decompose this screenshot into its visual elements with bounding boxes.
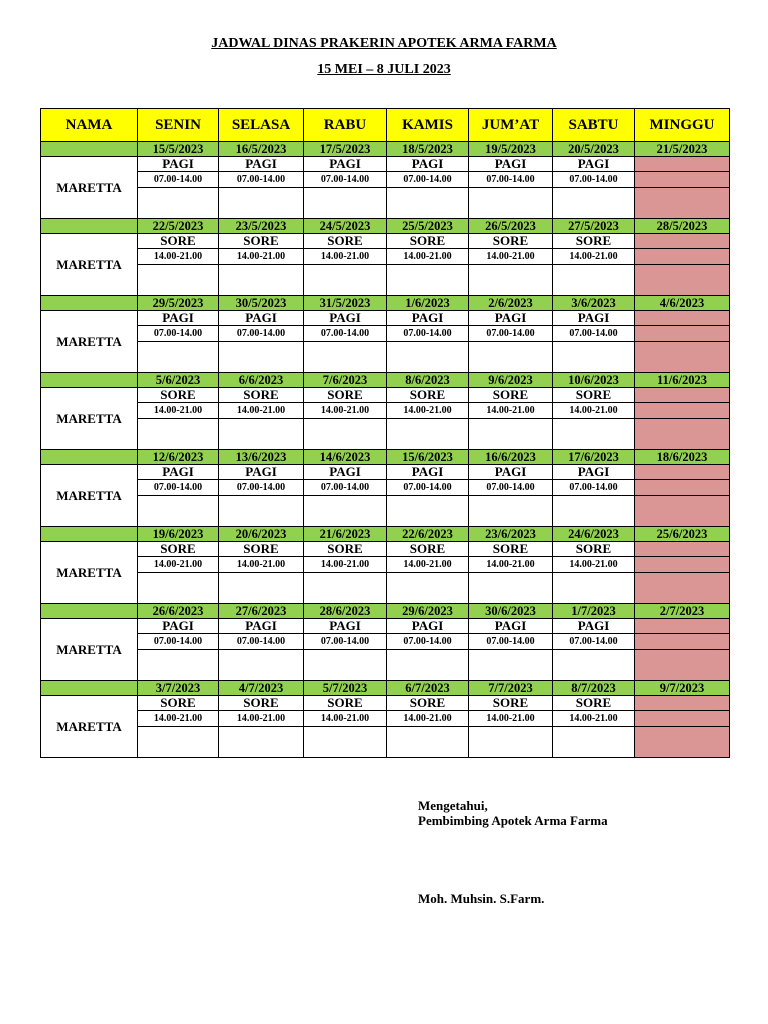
staff-name: MARETTA: [41, 619, 138, 681]
blank-cell: [304, 342, 387, 373]
header-minggu: MINGGU: [635, 109, 730, 142]
shift-row: [41, 619, 730, 634]
time-row: [41, 634, 730, 650]
time-cell: 14.00-21.00: [138, 711, 219, 727]
date-cell: 17/5/2023: [304, 142, 387, 157]
blank-cell: [469, 342, 553, 373]
shift-cell: SORE: [138, 696, 219, 711]
shift-cell: PAGI: [387, 157, 469, 172]
time-cell: 07.00-14.00: [219, 634, 304, 650]
time-row: [41, 480, 730, 496]
shift-cell: PAGI: [469, 311, 553, 326]
time-cell: 14.00-21.00: [304, 249, 387, 265]
staff-name: MARETTA: [41, 234, 138, 296]
shift-cell: SORE: [138, 388, 219, 403]
sunday-off-cell: [635, 342, 730, 373]
shift-cell: SORE: [553, 388, 635, 403]
time-cell: 14.00-21.00: [219, 403, 304, 419]
time-cell: 07.00-14.00: [304, 326, 387, 342]
sunday-off-cell: [635, 265, 730, 296]
blank-cell: [387, 650, 469, 681]
blank-cell: [304, 265, 387, 296]
shift-cell: PAGI: [138, 465, 219, 480]
shift-cell: SORE: [387, 542, 469, 557]
time-row: [41, 172, 730, 188]
time-cell: 14.00-21.00: [219, 249, 304, 265]
date-cell: 23/6/2023: [469, 527, 553, 542]
shift-cell: PAGI: [304, 311, 387, 326]
shift-row: [41, 465, 730, 480]
header-kamis: KAMIS: [387, 109, 469, 142]
date-row: [41, 527, 730, 542]
date-cell: 12/6/2023: [138, 450, 219, 465]
blank-cell: [219, 650, 304, 681]
time-cell: 07.00-14.00: [219, 326, 304, 342]
blank-cell: [219, 342, 304, 373]
date-cell: 4/6/2023: [635, 296, 730, 311]
date-cell: 9/6/2023: [469, 373, 553, 388]
blank-cell: [553, 573, 635, 604]
sunday-off-cell: [635, 172, 730, 188]
date-cell: 2/6/2023: [469, 296, 553, 311]
date-row-corner: [41, 527, 138, 542]
blank-cell: [553, 650, 635, 681]
sunday-off-cell: [635, 634, 730, 650]
blank-cell: [387, 265, 469, 296]
shift-cell: PAGI: [304, 465, 387, 480]
shift-cell: PAGI: [304, 619, 387, 634]
shift-cell: PAGI: [553, 465, 635, 480]
signature-acknowledged: Mengetahui,: [418, 798, 488, 813]
time-cell: 14.00-21.00: [553, 403, 635, 419]
date-cell: 3/7/2023: [138, 681, 219, 696]
blank-row: [41, 265, 730, 296]
shift-cell: SORE: [219, 234, 304, 249]
shift-cell: PAGI: [469, 465, 553, 480]
time-cell: 07.00-14.00: [553, 326, 635, 342]
sunday-off-cell: [635, 619, 730, 634]
shift-cell: PAGI: [219, 157, 304, 172]
date-cell: 28/5/2023: [635, 219, 730, 234]
staff-name: MARETTA: [41, 696, 138, 758]
blank-cell: [138, 419, 219, 450]
shift-cell: PAGI: [304, 157, 387, 172]
shift-cell: PAGI: [553, 311, 635, 326]
date-cell: 16/5/2023: [219, 142, 304, 157]
time-cell: 07.00-14.00: [553, 634, 635, 650]
date-cell: 21/5/2023: [635, 142, 730, 157]
date-cell: 19/5/2023: [469, 142, 553, 157]
date-cell: 7/7/2023: [469, 681, 553, 696]
blank-row: [41, 188, 730, 219]
date-cell: 24/6/2023: [553, 527, 635, 542]
shift-cell: PAGI: [138, 311, 219, 326]
time-cell: 14.00-21.00: [304, 557, 387, 573]
shift-cell: SORE: [138, 234, 219, 249]
shift-cell: SORE: [469, 234, 553, 249]
date-cell: 22/6/2023: [387, 527, 469, 542]
sunday-off-cell: [635, 696, 730, 711]
date-cell: 25/5/2023: [387, 219, 469, 234]
header-nama: NAMA: [41, 109, 138, 142]
header-sabtu: SABTU: [553, 109, 635, 142]
date-cell: 13/6/2023: [219, 450, 304, 465]
header-row: [41, 109, 730, 142]
time-cell: 14.00-21.00: [469, 403, 553, 419]
time-cell: 14.00-21.00: [138, 403, 219, 419]
shift-row: [41, 311, 730, 326]
blank-cell: [387, 573, 469, 604]
shift-cell: SORE: [387, 696, 469, 711]
date-cell: 5/6/2023: [138, 373, 219, 388]
signature-role: Pembimbing Apotek Arma Farma: [418, 813, 608, 828]
time-cell: 14.00-21.00: [387, 711, 469, 727]
shift-cell: SORE: [553, 542, 635, 557]
time-cell: 07.00-14.00: [138, 634, 219, 650]
staff-name: MARETTA: [41, 311, 138, 373]
blank-cell: [469, 496, 553, 527]
date-cell: 17/6/2023: [553, 450, 635, 465]
blank-cell: [138, 188, 219, 219]
staff-name: MARETTA: [41, 157, 138, 219]
shift-cell: PAGI: [387, 465, 469, 480]
date-cell: 6/6/2023: [219, 373, 304, 388]
sunday-off-cell: [635, 403, 730, 419]
time-cell: 14.00-21.00: [304, 403, 387, 419]
date-cell: 7/6/2023: [304, 373, 387, 388]
header-jumat: JUM’AT: [469, 109, 553, 142]
time-cell: 07.00-14.00: [138, 172, 219, 188]
time-cell: 07.00-14.00: [138, 326, 219, 342]
date-cell: 3/6/2023: [553, 296, 635, 311]
shift-cell: PAGI: [219, 311, 304, 326]
shift-cell: PAGI: [219, 465, 304, 480]
blank-cell: [553, 419, 635, 450]
blank-cell: [304, 188, 387, 219]
time-cell: 07.00-14.00: [304, 480, 387, 496]
date-row-corner: [41, 296, 138, 311]
date-row-corner: [41, 681, 138, 696]
shift-cell: PAGI: [219, 619, 304, 634]
shift-cell: SORE: [304, 542, 387, 557]
date-cell: 14/6/2023: [304, 450, 387, 465]
blank-cell: [138, 573, 219, 604]
date-cell: 1/7/2023: [553, 604, 635, 619]
time-cell: 14.00-21.00: [387, 403, 469, 419]
blank-cell: [469, 573, 553, 604]
shift-row: [41, 542, 730, 557]
time-cell: 14.00-21.00: [138, 249, 219, 265]
time-cell: 14.00-21.00: [553, 249, 635, 265]
sunday-off-cell: [635, 419, 730, 450]
date-cell: 20/6/2023: [219, 527, 304, 542]
time-cell: 07.00-14.00: [469, 326, 553, 342]
time-cell: 14.00-21.00: [469, 249, 553, 265]
blank-cell: [219, 188, 304, 219]
date-cell: 29/6/2023: [387, 604, 469, 619]
date-cell: 15/5/2023: [138, 142, 219, 157]
shift-cell: PAGI: [138, 157, 219, 172]
date-cell: 19/6/2023: [138, 527, 219, 542]
blank-cell: [138, 496, 219, 527]
date-cell: 26/5/2023: [469, 219, 553, 234]
shift-cell: SORE: [138, 542, 219, 557]
shift-cell: SORE: [219, 388, 304, 403]
sunday-off-cell: [635, 727, 730, 758]
blank-cell: [219, 419, 304, 450]
time-cell: 07.00-14.00: [387, 172, 469, 188]
blank-cell: [469, 727, 553, 758]
sunday-off-cell: [635, 465, 730, 480]
shift-cell: PAGI: [469, 619, 553, 634]
date-cell: 30/6/2023: [469, 604, 553, 619]
blank-cell: [304, 573, 387, 604]
time-cell: 14.00-21.00: [219, 711, 304, 727]
time-cell: 14.00-21.00: [469, 557, 553, 573]
time-cell: 07.00-14.00: [553, 480, 635, 496]
shift-cell: SORE: [304, 696, 387, 711]
time-cell: 07.00-14.00: [304, 172, 387, 188]
sunday-off-cell: [635, 557, 730, 573]
date-cell: 24/5/2023: [304, 219, 387, 234]
blank-cell: [219, 265, 304, 296]
shift-cell: SORE: [304, 234, 387, 249]
sunday-off-cell: [635, 157, 730, 172]
sunday-off-cell: [635, 234, 730, 249]
date-cell: 18/6/2023: [635, 450, 730, 465]
blank-cell: [469, 265, 553, 296]
shift-cell: SORE: [469, 388, 553, 403]
date-row: [41, 373, 730, 388]
blank-cell: [138, 342, 219, 373]
date-row: [41, 450, 730, 465]
shift-cell: SORE: [304, 388, 387, 403]
sunday-off-cell: [635, 480, 730, 496]
date-cell: 30/5/2023: [219, 296, 304, 311]
shift-cell: PAGI: [387, 311, 469, 326]
blank-cell: [469, 650, 553, 681]
date-row: [41, 142, 730, 157]
time-cell: 07.00-14.00: [304, 634, 387, 650]
staff-name: MARETTA: [41, 542, 138, 604]
date-cell: 26/6/2023: [138, 604, 219, 619]
shift-cell: PAGI: [387, 619, 469, 634]
time-cell: 07.00-14.00: [553, 172, 635, 188]
blank-cell: [138, 265, 219, 296]
sunday-off-cell: [635, 711, 730, 727]
blank-cell: [219, 496, 304, 527]
date-cell: 10/6/2023: [553, 373, 635, 388]
date-row: [41, 219, 730, 234]
shift-cell: SORE: [387, 388, 469, 403]
date-cell: 6/7/2023: [387, 681, 469, 696]
time-cell: 07.00-14.00: [469, 634, 553, 650]
date-cell: 15/6/2023: [387, 450, 469, 465]
blank-cell: [219, 573, 304, 604]
header-rabu: RABU: [304, 109, 387, 142]
time-cell: 14.00-21.00: [304, 711, 387, 727]
time-cell: 14.00-21.00: [219, 557, 304, 573]
time-cell: 07.00-14.00: [387, 634, 469, 650]
shift-cell: PAGI: [553, 619, 635, 634]
date-cell: 4/7/2023: [219, 681, 304, 696]
time-cell: 14.00-21.00: [553, 711, 635, 727]
blank-row: [41, 727, 730, 758]
date-row: [41, 604, 730, 619]
time-cell: 14.00-21.00: [387, 249, 469, 265]
sunday-off-cell: [635, 496, 730, 527]
sunday-off-cell: [635, 388, 730, 403]
date-cell: 29/5/2023: [138, 296, 219, 311]
blank-cell: [387, 188, 469, 219]
time-row: [41, 326, 730, 342]
staff-name: MARETTA: [41, 465, 138, 527]
date-cell: 8/6/2023: [387, 373, 469, 388]
document-title: JADWAL DINAS PRAKERIN APOTEK ARMA FARMA: [211, 36, 557, 51]
blank-cell: [387, 727, 469, 758]
time-cell: 07.00-14.00: [219, 172, 304, 188]
time-row: [41, 403, 730, 419]
shift-cell: PAGI: [469, 157, 553, 172]
blank-cell: [553, 727, 635, 758]
shift-row: [41, 388, 730, 403]
header-senin: SENIN: [138, 109, 219, 142]
time-cell: 14.00-21.00: [469, 711, 553, 727]
schedule-table: [40, 108, 730, 758]
date-cell: 23/5/2023: [219, 219, 304, 234]
time-cell: 07.00-14.00: [469, 480, 553, 496]
blank-cell: [304, 419, 387, 450]
date-row-corner: [41, 373, 138, 388]
date-cell: 1/6/2023: [387, 296, 469, 311]
shift-cell: SORE: [469, 542, 553, 557]
date-row: [41, 681, 730, 696]
date-cell: 11/6/2023: [635, 373, 730, 388]
time-row: [41, 557, 730, 573]
date-cell: 18/5/2023: [387, 142, 469, 157]
date-row-corner: [41, 450, 138, 465]
shift-row: [41, 696, 730, 711]
date-cell: 27/6/2023: [219, 604, 304, 619]
sunday-off-cell: [635, 326, 730, 342]
date-cell: 21/6/2023: [304, 527, 387, 542]
time-row: [41, 711, 730, 727]
blank-cell: [387, 419, 469, 450]
time-row: [41, 249, 730, 265]
time-cell: 14.00-21.00: [387, 557, 469, 573]
sunday-off-cell: [635, 188, 730, 219]
shift-cell: SORE: [553, 234, 635, 249]
date-cell: 25/6/2023: [635, 527, 730, 542]
blank-cell: [304, 496, 387, 527]
date-cell: 5/7/2023: [304, 681, 387, 696]
time-cell: 07.00-14.00: [387, 326, 469, 342]
blank-cell: [553, 188, 635, 219]
blank-cell: [553, 342, 635, 373]
blank-cell: [138, 650, 219, 681]
time-cell: 07.00-14.00: [469, 172, 553, 188]
document-subtitle: 15 MEI – 8 JULI 2023: [317, 62, 451, 77]
date-cell: 9/7/2023: [635, 681, 730, 696]
header-selasa: SELASA: [219, 109, 304, 142]
date-cell: 2/7/2023: [635, 604, 730, 619]
shift-cell: SORE: [387, 234, 469, 249]
blank-cell: [469, 419, 553, 450]
date-row-corner: [41, 219, 138, 234]
date-cell: 8/7/2023: [553, 681, 635, 696]
blank-cell: [553, 265, 635, 296]
blank-row: [41, 419, 730, 450]
signature-name: Moh. Muhsin. S.Farm.: [418, 891, 545, 906]
blank-cell: [387, 342, 469, 373]
blank-cell: [553, 496, 635, 527]
date-cell: 28/6/2023: [304, 604, 387, 619]
blank-cell: [138, 727, 219, 758]
sunday-off-cell: [635, 573, 730, 604]
date-cell: 16/6/2023: [469, 450, 553, 465]
blank-row: [41, 496, 730, 527]
time-cell: 14.00-21.00: [553, 557, 635, 573]
time-cell: 07.00-14.00: [387, 480, 469, 496]
date-row-corner: [41, 604, 138, 619]
blank-cell: [304, 727, 387, 758]
blank-cell: [387, 496, 469, 527]
shift-cell: SORE: [219, 696, 304, 711]
shift-row: [41, 234, 730, 249]
shift-cell: PAGI: [553, 157, 635, 172]
date-cell: 20/5/2023: [553, 142, 635, 157]
date-cell: 27/5/2023: [553, 219, 635, 234]
shift-cell: SORE: [469, 696, 553, 711]
shift-row: [41, 157, 730, 172]
time-cell: 14.00-21.00: [138, 557, 219, 573]
blank-row: [41, 650, 730, 681]
blank-cell: [469, 188, 553, 219]
sunday-off-cell: [635, 249, 730, 265]
blank-cell: [219, 727, 304, 758]
shift-cell: PAGI: [138, 619, 219, 634]
shift-cell: SORE: [553, 696, 635, 711]
shift-cell: SORE: [219, 542, 304, 557]
blank-row: [41, 573, 730, 604]
date-row: [41, 296, 730, 311]
date-row-corner: [41, 142, 138, 157]
blank-row: [41, 342, 730, 373]
date-cell: 22/5/2023: [138, 219, 219, 234]
date-cell: 31/5/2023: [304, 296, 387, 311]
sunday-off-cell: [635, 311, 730, 326]
blank-cell: [304, 650, 387, 681]
time-cell: 07.00-14.00: [138, 480, 219, 496]
time-cell: 07.00-14.00: [219, 480, 304, 496]
sunday-off-cell: [635, 542, 730, 557]
sunday-off-cell: [635, 650, 730, 681]
staff-name: MARETTA: [41, 388, 138, 450]
